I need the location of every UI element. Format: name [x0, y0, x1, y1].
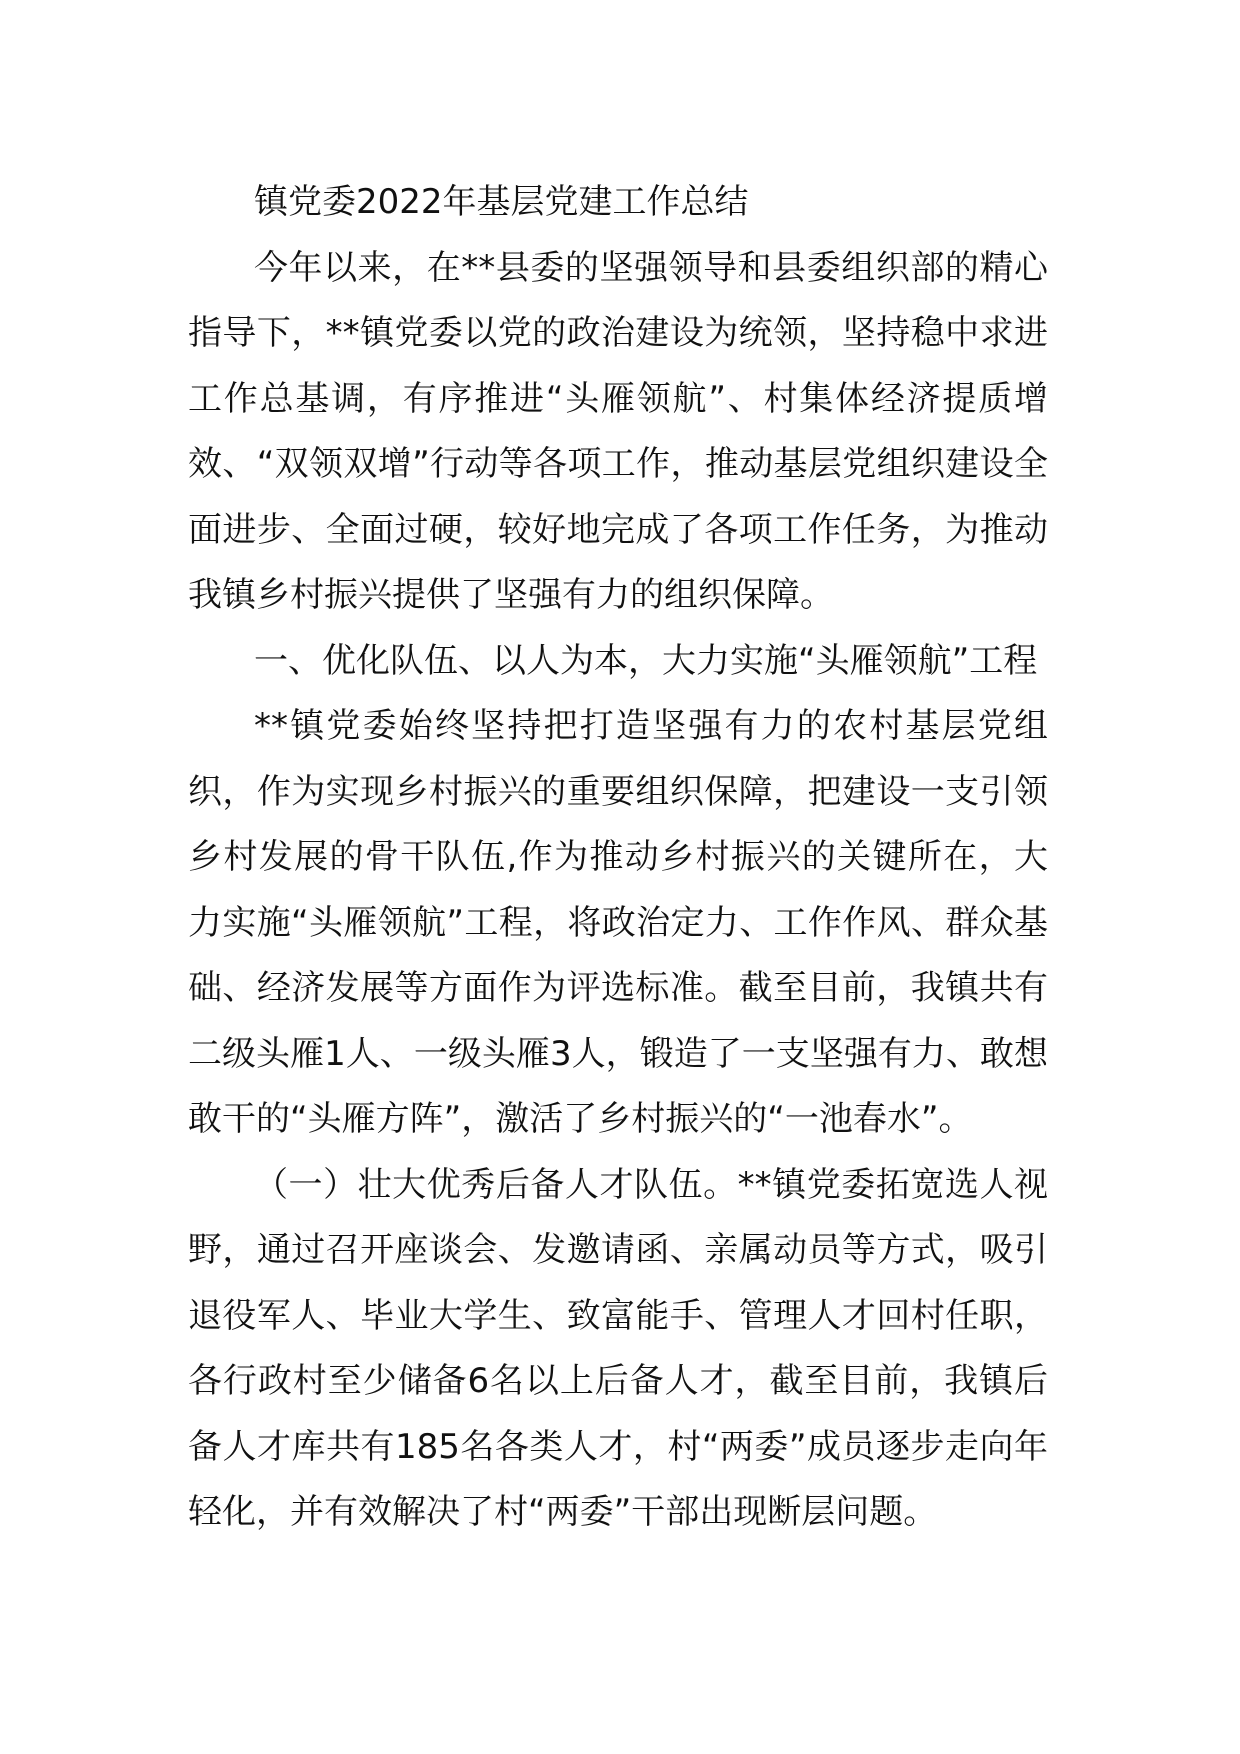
subsection-1-paragraph: （一）壮大优秀后备人才队伍。**镇党委拓宽选人视野，通过召开座谈会、发邀请函、亲属动员等方式，吸引退役军人、毕业大学生、致富能手、管理人才回村任职，各行政村至少储备6名以上后备人才，截至目前，我镇后备人才库共有185名各类人才，村“两委”成员逐步走向年轻化，并有效解决了村“两委”干部出现断层问题。	[188, 1164, 1048, 1532]
document-body	[188, 170, 1048, 1546]
section-1-paragraph: **镇党委始终坚持把打造坚强有力的农村基层党组织，作为实现乡村振兴的重要组织保障，把建设一支引领乡村发展的骨干队伍,作为推动乡村振兴的关键所在，大力实施“头雁领航”工程，将政治定力、工作作风、群众基础、经济发展等方面作为评选标准。截至目前，我镇共有二级头雁1人、一级头雁3人，锻造了一支坚强有力、敢想敢干的“头雁方阵”，激活了乡村振兴的“一池春水”。	[188, 706, 1048, 1139]
document-title: 镇党委2022年基层党建工作总结	[254, 182, 749, 222]
section-heading-1: 一、优化队伍、以人为本，大力实施“头雁领航”工程	[254, 640, 1038, 681]
intro-paragraph: 今年以来，在**县委的坚强领导和县委组织部的精心指导下，**镇党委以党的政治建设为统领，坚持稳中求进工作总基调，有序推进“头雁领航”、村集体经济提质增效、“双领双增”行动等各项工作，推动基层党组织建设全面进步、全面过硬，较好地完成了各项工作任务，为推动我镇乡村振兴提供了坚强有力的组织保障。	[188, 247, 1048, 615]
